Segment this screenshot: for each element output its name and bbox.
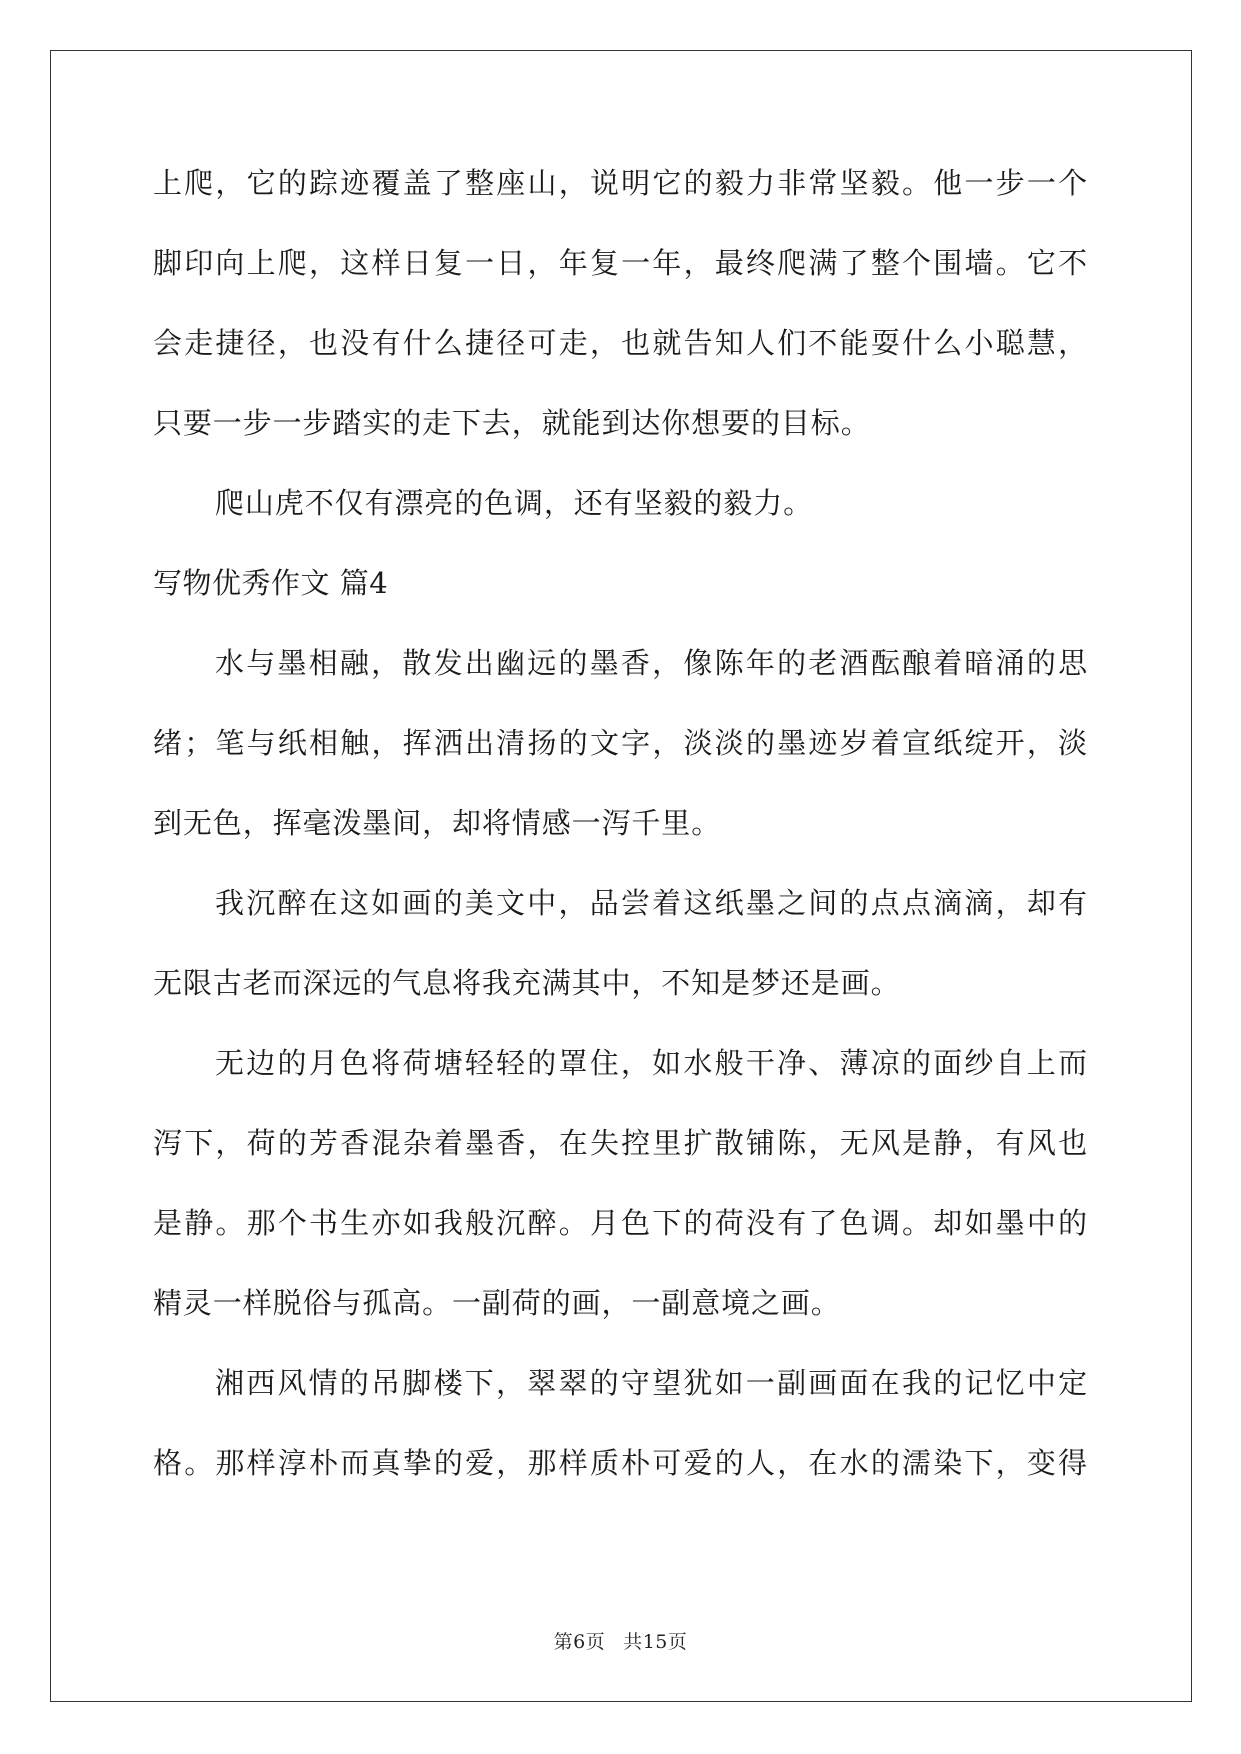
text-line: 脚印向上爬，这样日复一日，年复一年，最终爬满了整个围墙。它不 [153,246,1088,280]
text-line: 上爬，它的踪迹覆盖了整座山，说明它的毅力非常坚毅。他一步一个 [153,166,1088,200]
text-line: 我沉醉在这如画的美文中，品尝着这纸墨之间的点点滴滴，却有 [215,886,1088,920]
text-line: 水与墨相融，散发出幽远的墨香，像陈年的老酒酝酿着暗涌的思 [215,646,1088,680]
text-line: 是静。那个书生亦如我般沉醉。月色下的荷没有了色调。却如墨中的 [153,1206,1088,1240]
text-line: 绪；笔与纸相触，挥洒出清扬的文字，淡淡的墨迹岁着宣纸绽开，淡 [153,726,1088,760]
page-footer [0,1627,1241,1654]
text-line: 无边的月色将荷塘轻轻的罩住，如水般干净、薄凉的面纱自上而 [215,1046,1088,1080]
section-heading: 写物优秀作文 篇4 [153,566,389,600]
page-number: 第6页 [553,1631,606,1653]
text-line: 泻下，荷的芳香混杂着墨香，在失控里扩散铺陈，无风是静，有风也 [153,1126,1088,1160]
text-line: 无限古老而深远的气息将我充满其中，不知是梦还是画。 [153,966,901,1000]
text-line: 会走捷径，也没有什么捷径可走，也就告知人们不能耍什么小聪慧， [153,326,1088,360]
document-body [153,160,1088,1520]
text-line: 湘西风情的吊脚楼下，翠翠的守望犹如一副画面在我的记忆中定 [215,1366,1088,1400]
text-line: 爬山虎不仅有漂亮的色调，还有坚毅的毅力。 [215,486,814,520]
text-line: 格。那样淳朴而真挚的爱，那样质朴可爱的人，在水的濡染下，变得 [153,1446,1088,1480]
text-line: 只要一步一步踏实的走下去，就能到达你想要的目标。 [153,406,871,440]
page-total: 共15页 [623,1631,688,1653]
text-line: 精灵一样脱俗与孤高。一副荷的画，一副意境之画。 [153,1286,841,1320]
text-line: 到无色，挥毫泼墨间，却将情感一泻千里。 [153,806,722,840]
